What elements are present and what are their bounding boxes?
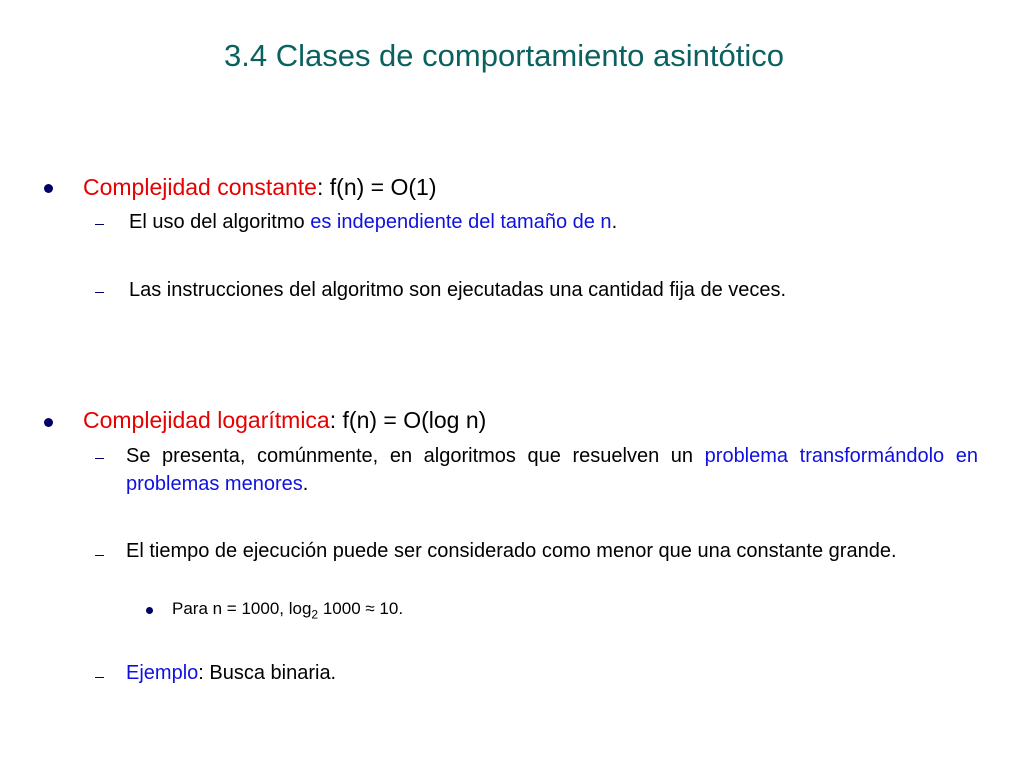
slide-title: 3.4 Clases de comportamiento asintótico [223, 38, 784, 73]
dash-marker [95, 677, 104, 678]
log-subitem-text: Para n = 1000, log [172, 599, 312, 618]
section-log-label: Complejidad logarítmica [83, 407, 330, 433]
log-item-1-text: Se presenta, comúnmente, en algoritmos que resuelven un [126, 445, 705, 467]
sub-bullet-dot [146, 607, 153, 614]
constant-item-1 [129, 208, 617, 236]
section-log-formula: : f(n) = O(log n) [329, 407, 487, 433]
log-subitem [172, 599, 403, 621]
dash-marker [95, 292, 104, 293]
dash-marker [95, 555, 104, 556]
log-item-2: El tiempo de ejecución puede ser considerado como menor que una constante grande. [126, 540, 897, 562]
section-logarithmic [83, 407, 486, 434]
dash-marker [95, 224, 104, 225]
constant-item-1-highlight: es independiente del tamaño de n [310, 211, 612, 233]
log-item-3 [126, 659, 336, 687]
section-constant-label: Complejidad constante [83, 174, 317, 200]
log-item-1-highlight: problema transformándolo en problemas menores [126, 445, 979, 495]
log-item-1-end: . [302, 473, 309, 495]
constant-item-1-text: El uso del algoritmo [129, 211, 311, 233]
log-item-1 [126, 442, 978, 498]
dash-marker [95, 458, 104, 459]
constant-item-2: Las instrucciones del algoritmo son ejecutadas una cantidad fija de veces. [129, 279, 787, 301]
section-constant [83, 174, 436, 201]
bullet-dot [44, 418, 53, 427]
example-label: Ejemplo [126, 662, 199, 684]
section-constant-formula: : f(n) = O(1) [316, 174, 437, 200]
bullet-dot [44, 184, 53, 193]
log-subscript: 2 [311, 607, 319, 622]
constant-item-1-end: . [611, 211, 618, 233]
example-text: : Busca binaria. [198, 662, 337, 684]
log-subitem-value: 1000 ≈ 10. [318, 599, 404, 618]
